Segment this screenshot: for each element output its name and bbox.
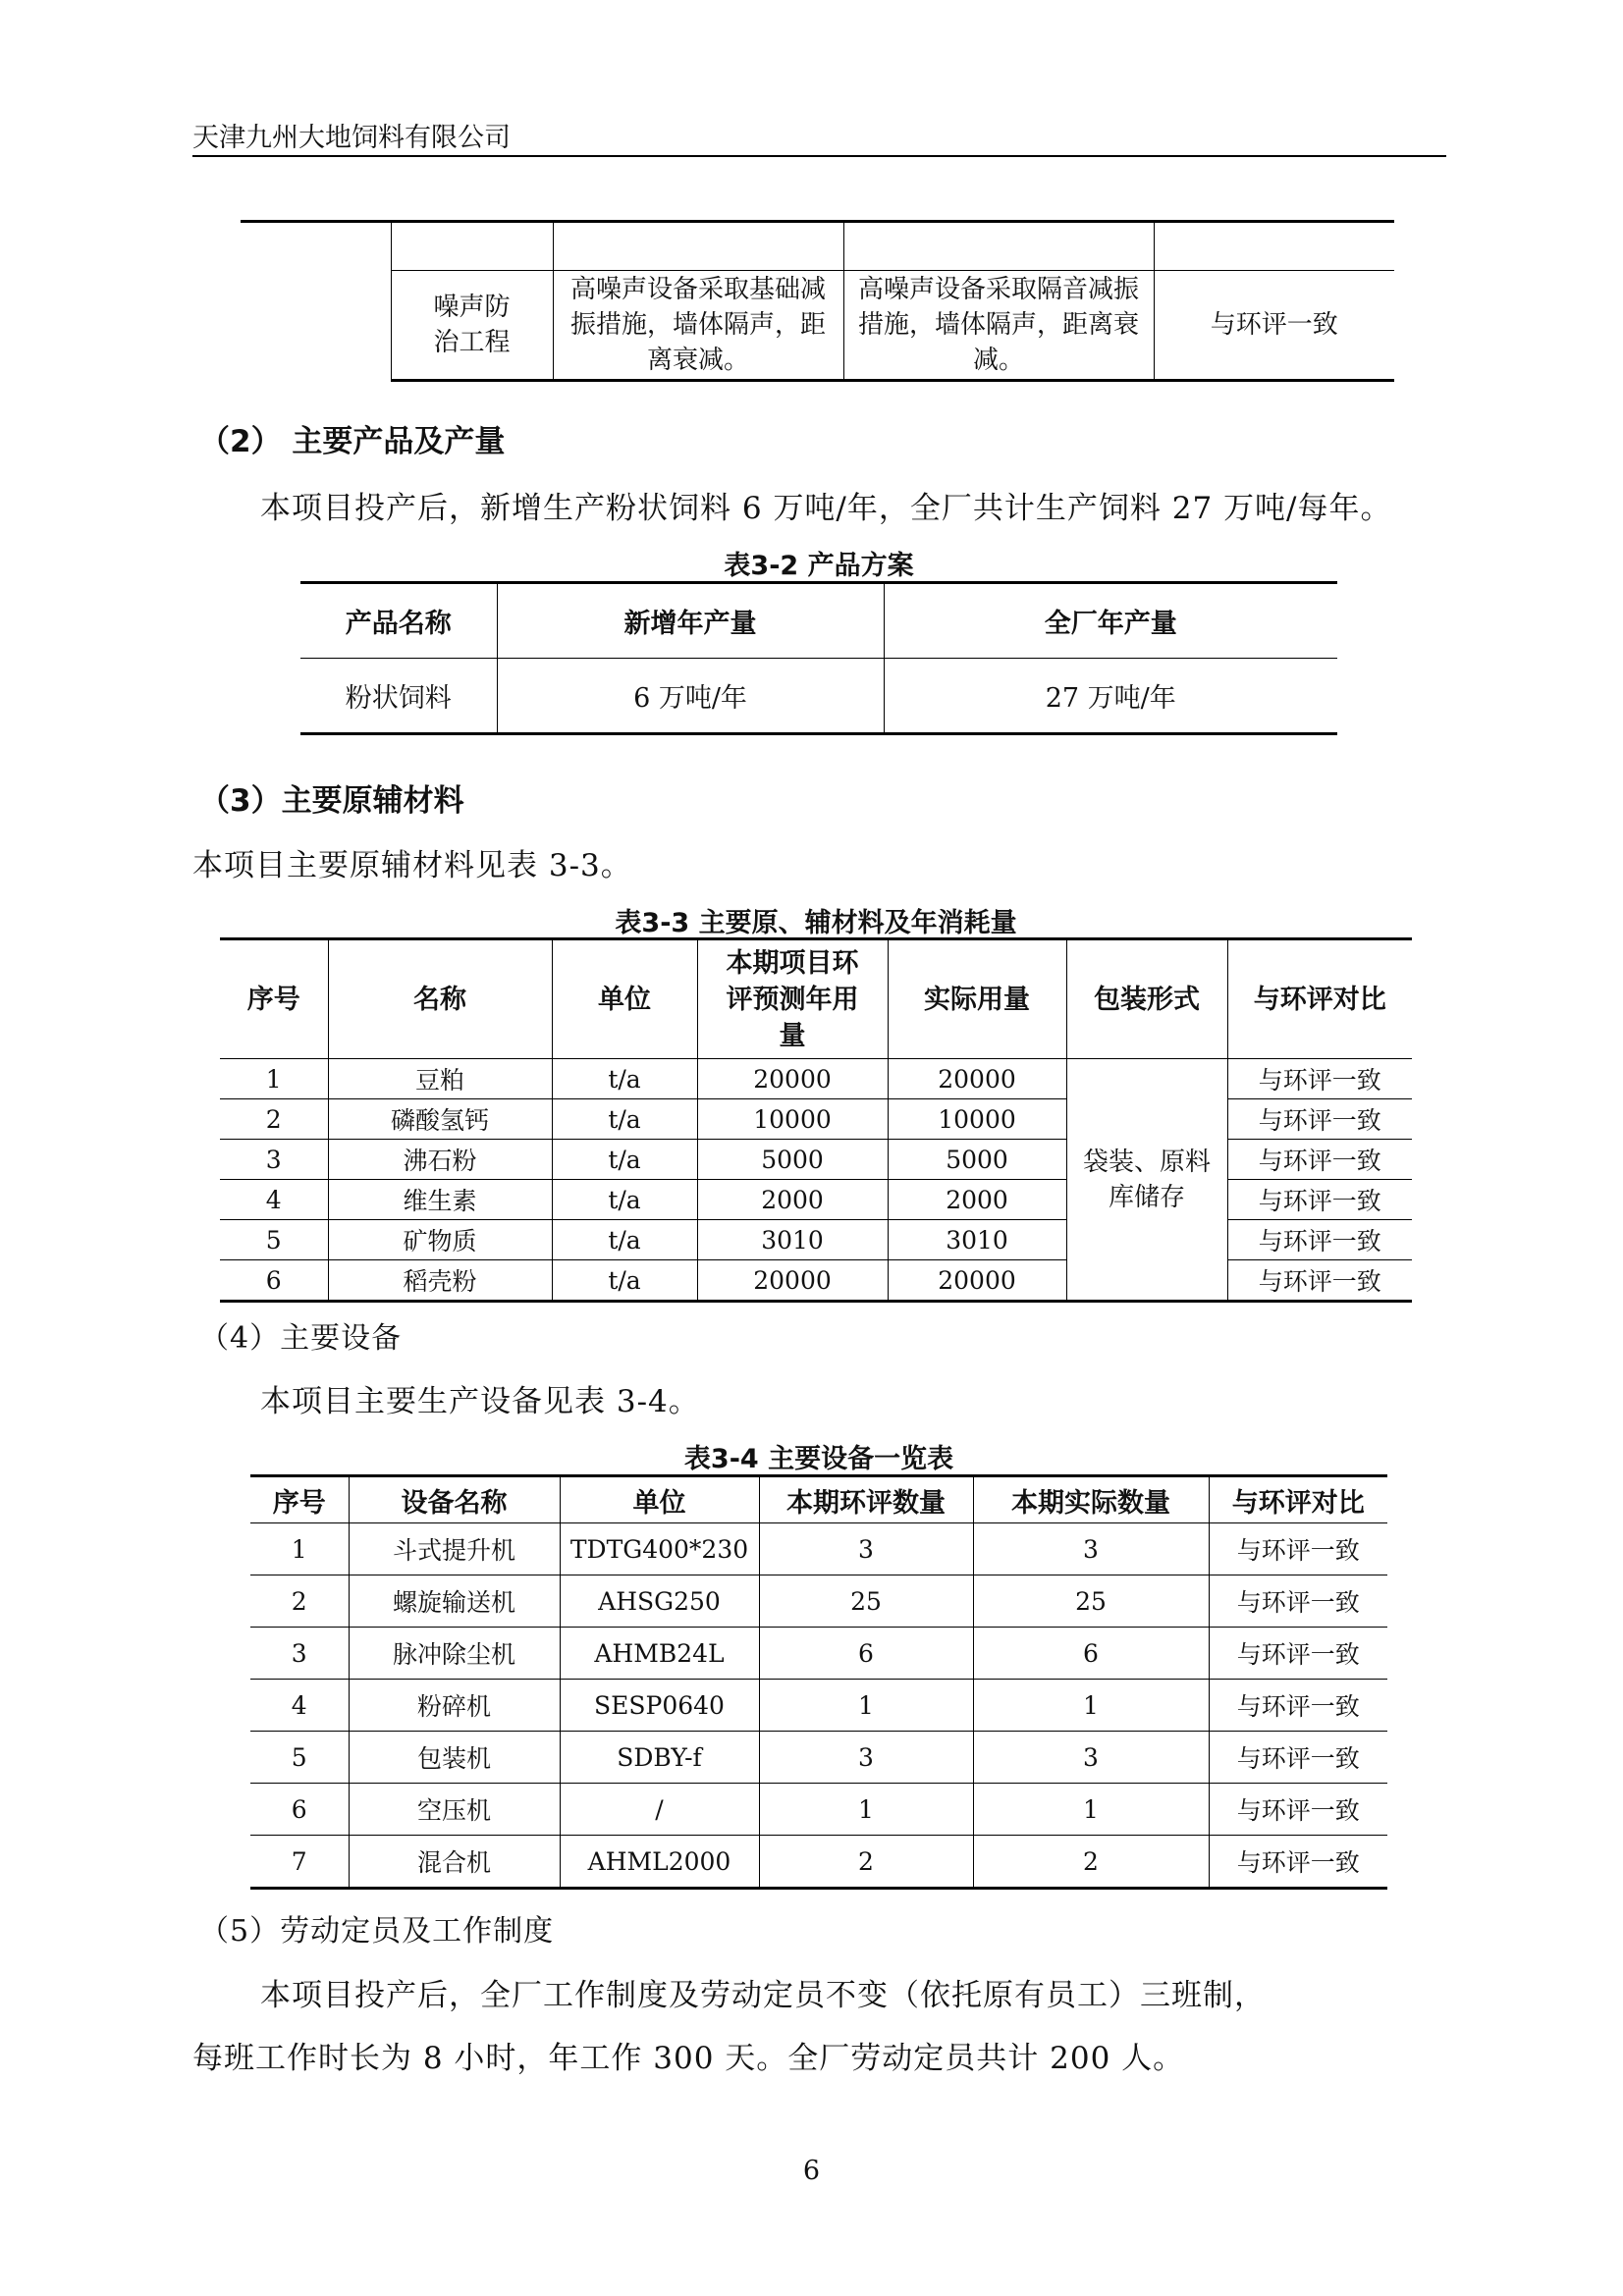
table-row: 1 斗式提升机 TDTG400*230 3 3 与环评一致 [250, 1523, 1387, 1575]
section-2-paragraph: 本项目投产后，新增生产粉状饲料 6 万吨/年，全厂共计生产饲料 27 万吨/每年。 [260, 491, 1392, 526]
facility-table-continuation [241, 220, 1394, 382]
equipment-table [250, 1474, 1387, 1890]
actual-measures-cell [843, 271, 1154, 381]
header-index: 序号 [250, 1476, 349, 1523]
header-unit: 单位 [560, 1476, 759, 1523]
header-packaging: 包装形式 [1066, 939, 1227, 1059]
table-row: 6 空压机 / 1 1 与环评一致 [250, 1784, 1387, 1836]
header-actual-usage: 实际用量 [888, 939, 1066, 1059]
table-row: 2 磷酸氢钙 t/a 10000 10000 与环评一致 [220, 1099, 1412, 1140]
actual-measures-text: 高噪声设备采取隔音减振措施，墙体隔声，距离衰减。 [857, 275, 1139, 375]
new-output-cell: 6 万吨/年 [497, 659, 884, 734]
section-3-paragraph: 本项目主要原辅材料见表 3-3。 [192, 848, 632, 883]
table-row: 3 脉冲除尘机 AHMB24L 6 6 与环评一致 [250, 1628, 1387, 1680]
page-number: 6 [802, 2156, 821, 2186]
table-row: 6 稻壳粉 t/a 20000 20000 与环评一致 [220, 1260, 1412, 1302]
table-row: 1 豆粕 t/a 20000 20000 袋装、原料库储存 与环评一致 [220, 1059, 1412, 1099]
raw-materials-table [220, 937, 1412, 1303]
header-divider [192, 155, 1446, 157]
table-3-2-caption: 表3-2 产品方案 [724, 551, 914, 581]
header-product-name: 产品名称 [300, 583, 497, 659]
env-assessment-text: 高噪声设备采取基础减振措施，墙体隔声，距离衰减。 [569, 275, 826, 375]
header-material-name: 名称 [328, 939, 552, 1059]
table-row: 7 混合机 AHML2000 2 2 与环评一致 [250, 1836, 1387, 1889]
table-row: 5 包装机 SDBY-f 3 3 与环评一致 [250, 1732, 1387, 1784]
header-comparison: 与环评对比 [1209, 1476, 1387, 1523]
header-index: 序号 [220, 939, 328, 1059]
page-header: 天津九州大地饲料有限公司 [192, 123, 511, 153]
table-row: 5 矿物质 t/a 3010 3010 与环评一致 [220, 1220, 1412, 1260]
section-2-title: （2） 主要产品及产量 [199, 424, 506, 459]
packaging-cell: 袋装、原料库储存 [1066, 1059, 1227, 1302]
header-comparison: 与环评对比 [1227, 939, 1412, 1059]
header-unit: 单位 [552, 939, 697, 1059]
section-4-paragraph: 本项目主要生产设备见表 3-4。 [260, 1384, 700, 1419]
table-row: 2 螺旋输送机 AHSG250 25 25 与环评一致 [250, 1575, 1387, 1628]
header-predicted-usage: 本期项目环评预测年用量 [697, 939, 888, 1059]
compare-cell: 与环评一致 [1154, 271, 1394, 381]
facility-name-cell [391, 271, 553, 381]
section-5-title: （5）劳动定员及工作制度 [199, 1914, 555, 1949]
section-5-line-2: 每班工作时长为 8 小时，年工作 300 天。全厂劳动定员共计 200 人。 [192, 2041, 1185, 2076]
header-total-output: 全厂年产量 [884, 583, 1337, 659]
header-equipment-name: 设备名称 [349, 1476, 560, 1523]
header-actual-qty: 本期实际数量 [973, 1476, 1209, 1523]
env-assessment-cell [553, 271, 843, 381]
header-new-output: 新增年产量 [497, 583, 884, 659]
total-output-cell: 27 万吨/年 [884, 659, 1337, 734]
table-3-3-caption: 表3-3 主要原、辅材料及年消耗量 [615, 908, 1017, 938]
product-name-cell: 粉状饲料 [300, 659, 497, 734]
facility-name: 噪声防治工程 [433, 293, 511, 357]
header-assessed-qty: 本期环评数量 [759, 1476, 973, 1523]
table-row: 4 粉碎机 SESP0640 1 1 与环评一致 [250, 1680, 1387, 1732]
table-row: 3 沸石粉 t/a 5000 5000 与环评一致 [220, 1140, 1412, 1180]
product-plan-table [300, 581, 1337, 735]
section-3-title: （3）主要原辅材料 [199, 783, 464, 819]
section-5-line-1: 本项目投产后，全厂工作制度及劳动定员不变（依托原有员工）三班制， [260, 1978, 1266, 2013]
table-3-4-caption: 表3-4 主要设备一览表 [683, 1444, 954, 1474]
table-row: 4 维生素 t/a 2000 2000 与环评一致 [220, 1180, 1412, 1220]
section-4-title: （4）主要设备 [199, 1321, 403, 1356]
